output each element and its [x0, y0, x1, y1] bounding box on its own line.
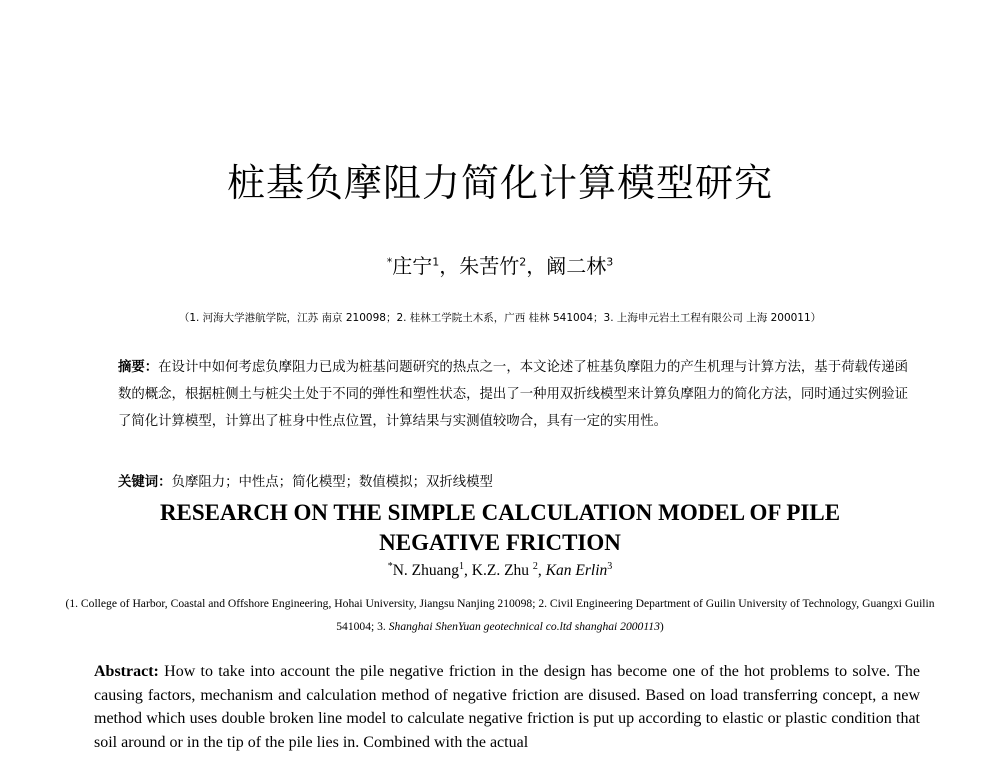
english-affil-italic: Shanghai ShenYuan geotechnical co.ltd shanghai 2000113	[388, 620, 660, 633]
chinese-authors	[0, 250, 1000, 279]
author-1-affil-cn: 1	[432, 255, 440, 269]
english-affil-main: (1. College of Harbor, Coastal and Offshore Engineering, Hohai University, Jiangsu Nanjing 210098; 2. Civil Engineering Department of Guilin University of Technology, Guangxi Guilin 541004; 3.	[65, 597, 935, 633]
author-2-affil-en: 2	[532, 561, 538, 572]
author-1-en: N. Zhuang	[392, 562, 460, 580]
author-1-cn: 庄宁	[392, 254, 433, 278]
chinese-keywords-label: 关键词：	[118, 475, 172, 490]
chinese-abstract	[118, 354, 918, 435]
corresponding-mark-en: *	[387, 561, 393, 572]
english-abstract-text: How to take into account the pile negative friction in the design has become one of the hot problems to solve. The causing factors, mechanism and calculation method of negative friction are disused. Based on load transferring concept, a new method which uses double broken line model to calculate negative friction is put up according to elastic or plastic condition that soil around or in the tip of the pile lies in. Combined with the actual	[94, 663, 920, 751]
author-3-en: Kan Erlin	[545, 562, 608, 580]
chinese-abstract-text: 在设计中如何考虑负摩阻力已成为桩基问题研究的热点之一，本文论述了桩基负摩阻力的产生机理与计算方法，基于荷载传递函数的概念，根据桩侧土与桩尖土处于不同的弹性和塑性状态，提出了一种用双折线模型来计算负摩阻力的简化方法，同时通过实例验证了简化计算模型，计算出了桩身中性点位置，计算结果与实测值较吻合，具有一定的实用性。	[118, 360, 909, 429]
english-abstract	[94, 660, 920, 754]
chinese-keywords	[118, 471, 493, 490]
author-sep-en: ,	[537, 562, 546, 580]
author-3-affil-en: 3	[607, 561, 613, 572]
english-abstract-label: Abstract:	[94, 663, 159, 680]
chinese-title: 桩基负摩阻力简化计算模型研究	[226, 161, 773, 205]
author-2-affil-cn: 2	[519, 255, 527, 269]
author-sep: ，	[439, 254, 460, 278]
author-1-affil-en: 1	[459, 561, 465, 572]
author-3-cn: 阚二林	[546, 254, 607, 278]
author-sep-en: ,	[464, 562, 472, 580]
chinese-affiliations: （1. 河海大学港航学院，江苏 南京 210098；2. 桂林工学院土木系，广西 桂林 541004；3. 上海申元岩土工程有限公司 上海 200011）	[178, 312, 822, 324]
author-sep: ，	[526, 254, 547, 278]
chinese-abstract-label: 摘要：	[118, 360, 159, 375]
author-3-affil-cn: 3	[606, 255, 614, 269]
author-2-en: K.Z. Zhu	[471, 562, 533, 580]
english-affiliations	[60, 592, 940, 638]
english-authors	[0, 561, 1000, 580]
english-title: RESEARCH ON THE SIMPLE CALCULATION MODEL OF PILE NEGATIVE FRICTION	[159, 500, 841, 555]
author-2-cn: 朱苦竹	[459, 254, 520, 278]
corresponding-mark: *	[386, 255, 393, 269]
english-affil-close: )	[659, 620, 664, 633]
chinese-keywords-text: 负摩阻力；中性点；简化模型；数值模拟；双折线模型	[171, 475, 493, 490]
